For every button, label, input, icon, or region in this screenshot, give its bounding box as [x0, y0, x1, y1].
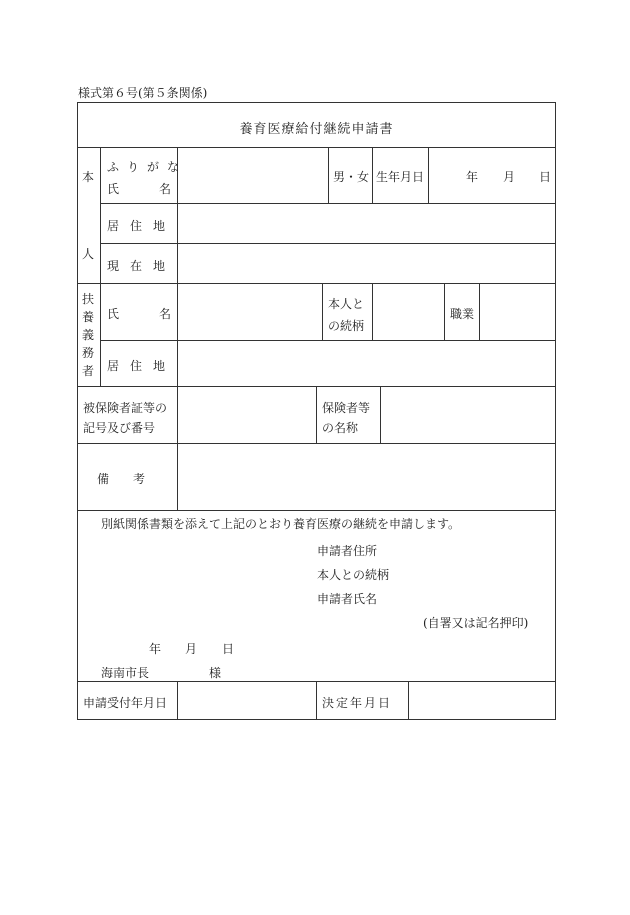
- relation-label-line2: の続柄: [328, 319, 365, 333]
- supporter-char-4: 務: [81, 346, 94, 360]
- occupation-label: 職業: [450, 307, 475, 321]
- person-name-label: [107, 180, 171, 197]
- rule-received-label: [177, 681, 178, 720]
- rule-group-column: [100, 147, 101, 386]
- supporter-name-char-2: 名: [158, 307, 171, 321]
- supporter-char-2: 養: [81, 310, 94, 324]
- supporter-name-label: [107, 305, 171, 322]
- insurance-number-label-line2: 記号及び番号: [83, 421, 156, 435]
- rule-title-bottom: [77, 147, 556, 148]
- rule-decision-right: [408, 681, 409, 720]
- supporter-char-3: 義: [81, 328, 94, 342]
- rule-occupation-right: [479, 283, 480, 340]
- rule-insurance-bottom: [77, 443, 556, 444]
- person-group-char-top: 本: [82, 170, 95, 184]
- rule-insurer-left: [316, 386, 317, 443]
- applicant-relation-label: 本人との続柄: [317, 568, 390, 582]
- birth-year-unit: 年: [466, 170, 479, 184]
- supporter-char-1: 扶: [81, 292, 94, 306]
- supporter-residence-label: 居住地: [107, 359, 177, 373]
- rule-relation-left: [322, 283, 323, 340]
- applicant-name-label: 申請者氏名: [317, 592, 378, 606]
- rule-supporter-name-bottom: [100, 340, 556, 341]
- rule-decision-left: [316, 681, 317, 720]
- rule-residence-bottom: [100, 243, 556, 244]
- decision-date-label: 決定年月日: [322, 696, 393, 710]
- rule-remarks-bottom: [77, 510, 556, 511]
- insurer-label-line2: の名称: [322, 421, 359, 435]
- birth-month-unit: 月: [503, 170, 516, 184]
- mayor-label: 海南市長: [101, 666, 150, 680]
- form-code: 様式第６号(第５条関係): [78, 86, 208, 100]
- name-char-2: 名: [158, 182, 171, 196]
- supporter-char-5: 者: [81, 364, 94, 378]
- statement-year-unit: 年: [149, 642, 162, 656]
- supporter-group-label: [81, 290, 95, 380]
- rule-name-bottom: [100, 203, 556, 204]
- name-char-1: 氏: [107, 182, 120, 196]
- statement-day-unit: 日: [222, 642, 235, 656]
- furigana-label: ふりがな: [107, 160, 188, 174]
- birth-day-unit: 日: [539, 170, 552, 184]
- received-date-label: 申請受付年月日: [83, 696, 168, 710]
- form-title: 養育医療給付継続申請書: [239, 122, 394, 137]
- honorific: 様: [209, 666, 222, 680]
- rule-sex-left: [328, 147, 329, 203]
- statement-month-unit: 月: [185, 642, 198, 656]
- insurer-label-line1: 保険者等: [322, 401, 371, 415]
- rule-label-column: [177, 147, 178, 510]
- signature-note: (自署又は記名押印): [423, 616, 529, 630]
- rule-birthdate-right: [428, 147, 429, 203]
- person-group-char-bottom: 人: [82, 247, 95, 261]
- supporter-name-char-1: 氏: [107, 307, 120, 321]
- birthdate-label: 生年月日: [376, 170, 425, 184]
- remarks-label: 備 考: [97, 472, 146, 486]
- statement-text: 別紙関係書類を添えて上記のとおり養育医療の継続を申請します。: [101, 517, 461, 531]
- rule-occupation-left: [444, 283, 445, 340]
- sex-label: 男・女: [333, 170, 370, 184]
- applicant-address-label: 申請者住所: [317, 544, 378, 558]
- relation-label-line1: 本人と: [328, 297, 365, 311]
- rule-relation-right: [372, 283, 373, 340]
- person-residence-label: 居住地: [107, 219, 177, 233]
- rule-person-bottom: [77, 283, 556, 284]
- rule-insurer-right: [380, 386, 381, 443]
- rule-sex-right: [372, 147, 373, 203]
- person-current-label: 現在地: [107, 259, 177, 273]
- insurance-number-label-line1: 被保険者証等の: [83, 401, 168, 415]
